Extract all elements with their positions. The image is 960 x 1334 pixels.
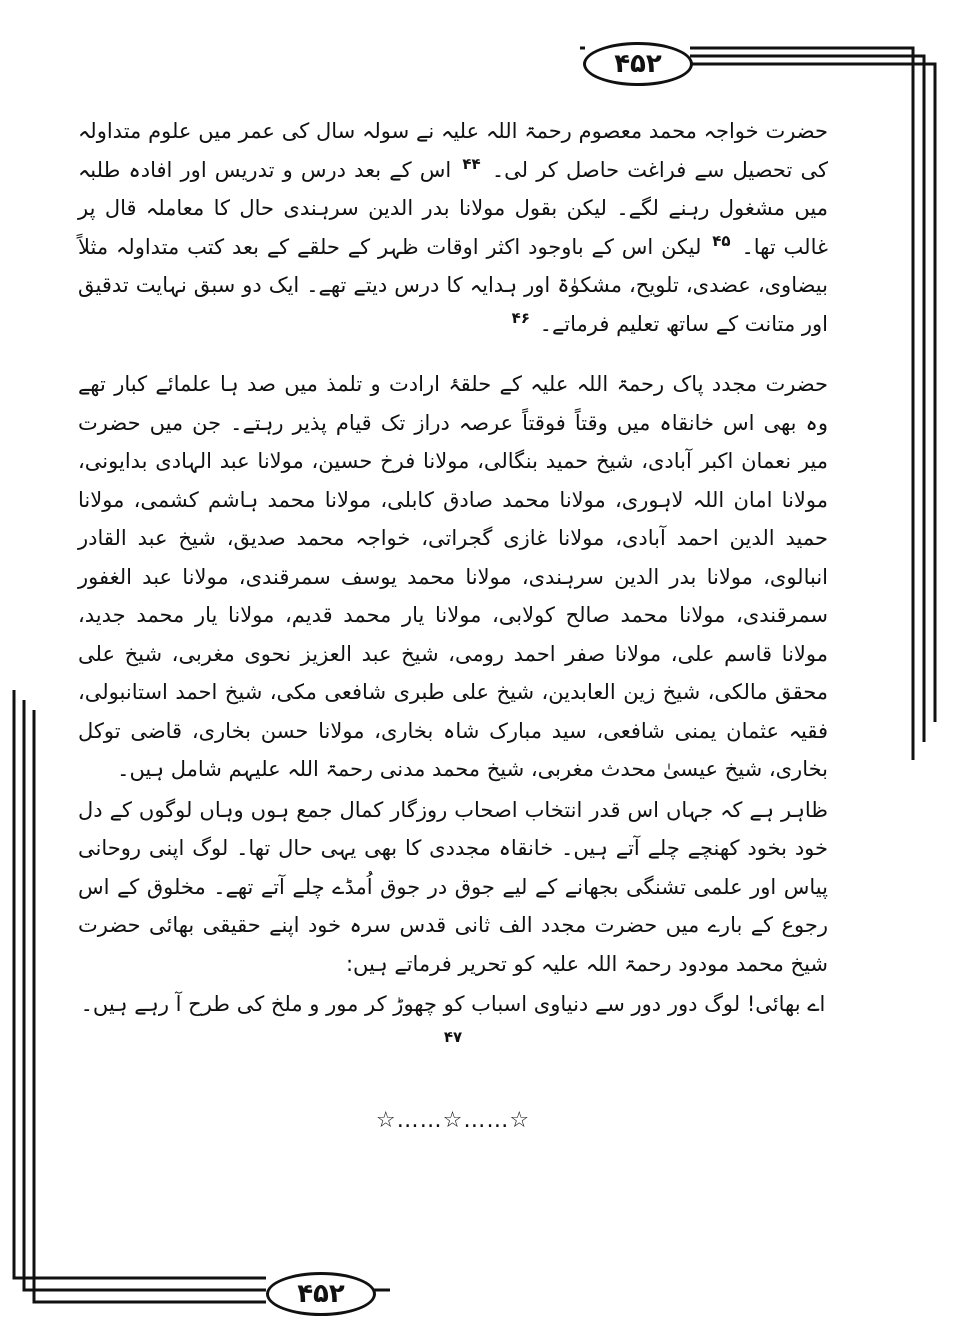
paragraph-1-part-3: لیکن اس کے باوجود اکثر اوقات ظہر کے حلقے کے بعد کتب متداولہ مثلاً بیضاوی، عضدی، تلویح، مشکوٰۃ اور ہدایہ کا درس دیتے تھے۔ ایک دو سبق نہایت تدقیق اور متانت کے ساتھ تعلیم فرماتے۔: [78, 234, 828, 336]
page-number-top: ۴۵۲: [583, 42, 693, 86]
footnote-marker: ۴۶: [511, 308, 530, 327]
footnote-marker: ۴۴: [462, 154, 481, 173]
paragraph-1-part-2: اس کے بعد درس و تدریس اور افادہ طلبہ میں مشغول رہنے لگے۔ لیکن بقول مولانا بدر الدین سرہندی حال کا معاملہ قال پر غالب تھا۔: [78, 157, 828, 259]
paragraph-1: [78, 112, 828, 343]
paragraph-2: حضرت مجدد پاک رحمۃ اللہ علیہ کے حلقۂ ارادت و تلمذ میں صد ہا علمائے کبار تھے وہ بھی اس خانقاہ میں وقتاً فوقتاً عرصہ دراز تک قیام پذیر رہتے۔ جن میں حضرت میر نعمان اکبر آبادی، شیخ حمید بنگالی، مولانا فرخ حسین، مولانا عبد الہادی بدایونی، مولانا امان اللہ لاہوری، مولانا محمد صادق کابلی، مولانا محمد ہاشم کشمی، مولانا حمید الدین احمد آبادی، مولانا غازی گجراتی، خواجہ محمد صدیق، شیخ عبد القادر انبالوی، مولانا بدر الدین سرہندی، مولانا محمد یوسف سمرقندی، مولانا عبد الغفور سمرقندی، مولانا محمد صالح کولابی، مولانا یار محمد قدیم، مولانا یار محمد جدید، مولانا قاسم علی، مولانا صفر احمد رومی، شیخ عبد العزیز نحوی مغربی، شیخ علی محقق مالکی، شیخ زین العابدین، شیخ علی طبری شافعی مکی، شیخ احمد استانبولی، فقیہ عثمان یمنی شافعی، سید مبارک شاہ بخاری، مولانا حسن بخاری، قاضی توکل بخاری، شیخ عیسیٰ محدث مغربی، شیخ محمد مدنی رحمۃ اللہ علیہم شامل ہیں۔: [78, 372, 828, 781]
footnote-marker: ۴۷: [443, 1027, 463, 1046]
quotation: [78, 985, 828, 1062]
quotation-text: اے بھائی! لوگ دور دور سے دنیاوی اسباب کو چھوڑ کر مور و ملخ کی طرح آ رہے ہیں۔: [80, 992, 826, 1016]
paragraph-3: ظاہر ہے کہ جہاں اس قدر انتخاب اصحاب روزگار کمال جمع ہوں وہاں لوگوں کے دل خود بخود کھنچے چلے آتے ہیں۔ خانقاہ مجددی کا بھی یہی حال تھا۔ لوگ اپنی روحانی پیاس اور علمی تشنگی بجھانے کے لیے جوق در جوق اُمڈے چلے آتے تھے۔ مخلوق کے اس رجوع کے بارے میں حضرت مجدد الف ثانی قدس سرہ خود اپنے حقیقی بھائی حضرت شیخ محمد مودود رحمۃ اللہ علیہ کو تحریر فرماتے ہیں:: [78, 797, 828, 976]
page-number-bottom: ۴۵۲: [266, 1272, 376, 1316]
star-separator: ☆……☆……☆: [375, 1108, 531, 1133]
footnote-marker: ۴۵: [712, 231, 731, 250]
paragraph-1-part-1: حضرت خواجہ محمد معصوم رحمۃ اللہ علیہ نے سولہ سال کی عمر میں علوم متداولہ کی تحصیل سے فراغت حاصل کر لی۔: [78, 119, 828, 182]
page-body: [78, 112, 828, 1141]
